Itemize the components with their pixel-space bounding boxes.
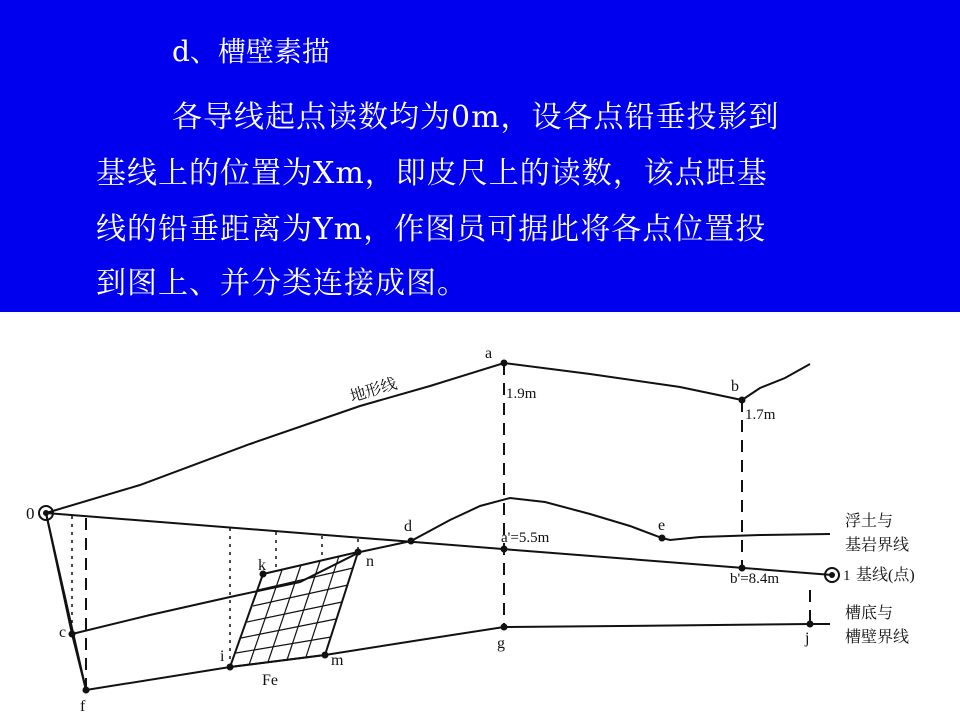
paragraph-line-1: 各导线起点读数均为0m，设各点铅垂投影到 xyxy=(172,100,780,135)
label-soil-bedrock-1: 浮土与 xyxy=(845,513,894,530)
ore-hatching xyxy=(236,556,353,665)
label-b: b xyxy=(731,378,739,395)
label-ore-fe: Fe xyxy=(262,672,278,689)
label-0: 0 xyxy=(26,504,35,523)
label-f: f xyxy=(80,698,86,715)
trench-wall-sketch-diagram xyxy=(0,312,960,720)
text-panel xyxy=(0,0,960,312)
point-g-marker xyxy=(501,624,508,631)
point-m-marker xyxy=(322,652,329,659)
line-c-f xyxy=(72,634,86,690)
paragraph-line-2: 基线上的位置为Xm，即皮尺上的读数，该点距基 xyxy=(96,156,768,191)
paragraph-line-3: 线的铅垂距离为Ym，作图员可据此将各点位置投 xyxy=(96,212,767,247)
point-f-marker xyxy=(83,687,90,694)
label-g: g xyxy=(497,635,505,652)
point-i-marker xyxy=(227,664,234,671)
label-baseline: 基线(点) xyxy=(856,567,915,584)
trench-boundary xyxy=(86,624,830,690)
point-j-marker xyxy=(807,621,814,628)
label-d: d xyxy=(404,518,412,535)
label-e: e xyxy=(658,517,666,534)
label-n: n xyxy=(366,553,374,570)
measure-b-height: 1.7m xyxy=(745,407,776,423)
paragraph-line-4: 到图上、并分类连接成图。 xyxy=(96,266,468,301)
label-1: 1 xyxy=(843,568,851,584)
label-m: m xyxy=(331,652,344,669)
label-k: k xyxy=(258,557,266,574)
label-soil-bedrock-2: 基岩界线 xyxy=(845,537,910,554)
measure-a-height: 1.9m xyxy=(506,386,537,402)
label-a: a xyxy=(485,345,493,362)
point-b-marker xyxy=(739,397,746,404)
label-trench-1: 槽底与 xyxy=(845,605,894,622)
measure-a-prime: a'=5.5m xyxy=(501,530,550,546)
point-n-marker xyxy=(355,549,362,556)
point-c-marker xyxy=(69,631,76,638)
measure-b-prime: b'=8.4m xyxy=(730,571,780,587)
point-a-marker xyxy=(501,360,508,367)
label-c: c xyxy=(59,624,67,641)
point-d-marker xyxy=(408,538,415,545)
ore-body xyxy=(230,552,358,667)
label-trench-2: 槽壁界线 xyxy=(845,629,910,646)
point-a-prime-marker xyxy=(501,546,508,553)
label-j: j xyxy=(805,630,810,647)
section-heading: d、槽壁素描 xyxy=(172,35,330,68)
point-e-marker xyxy=(659,535,666,542)
terrain-line-label: 地形线 xyxy=(348,375,400,406)
label-i: i xyxy=(220,648,225,665)
terrain-line xyxy=(46,363,810,513)
baseline xyxy=(46,513,832,575)
